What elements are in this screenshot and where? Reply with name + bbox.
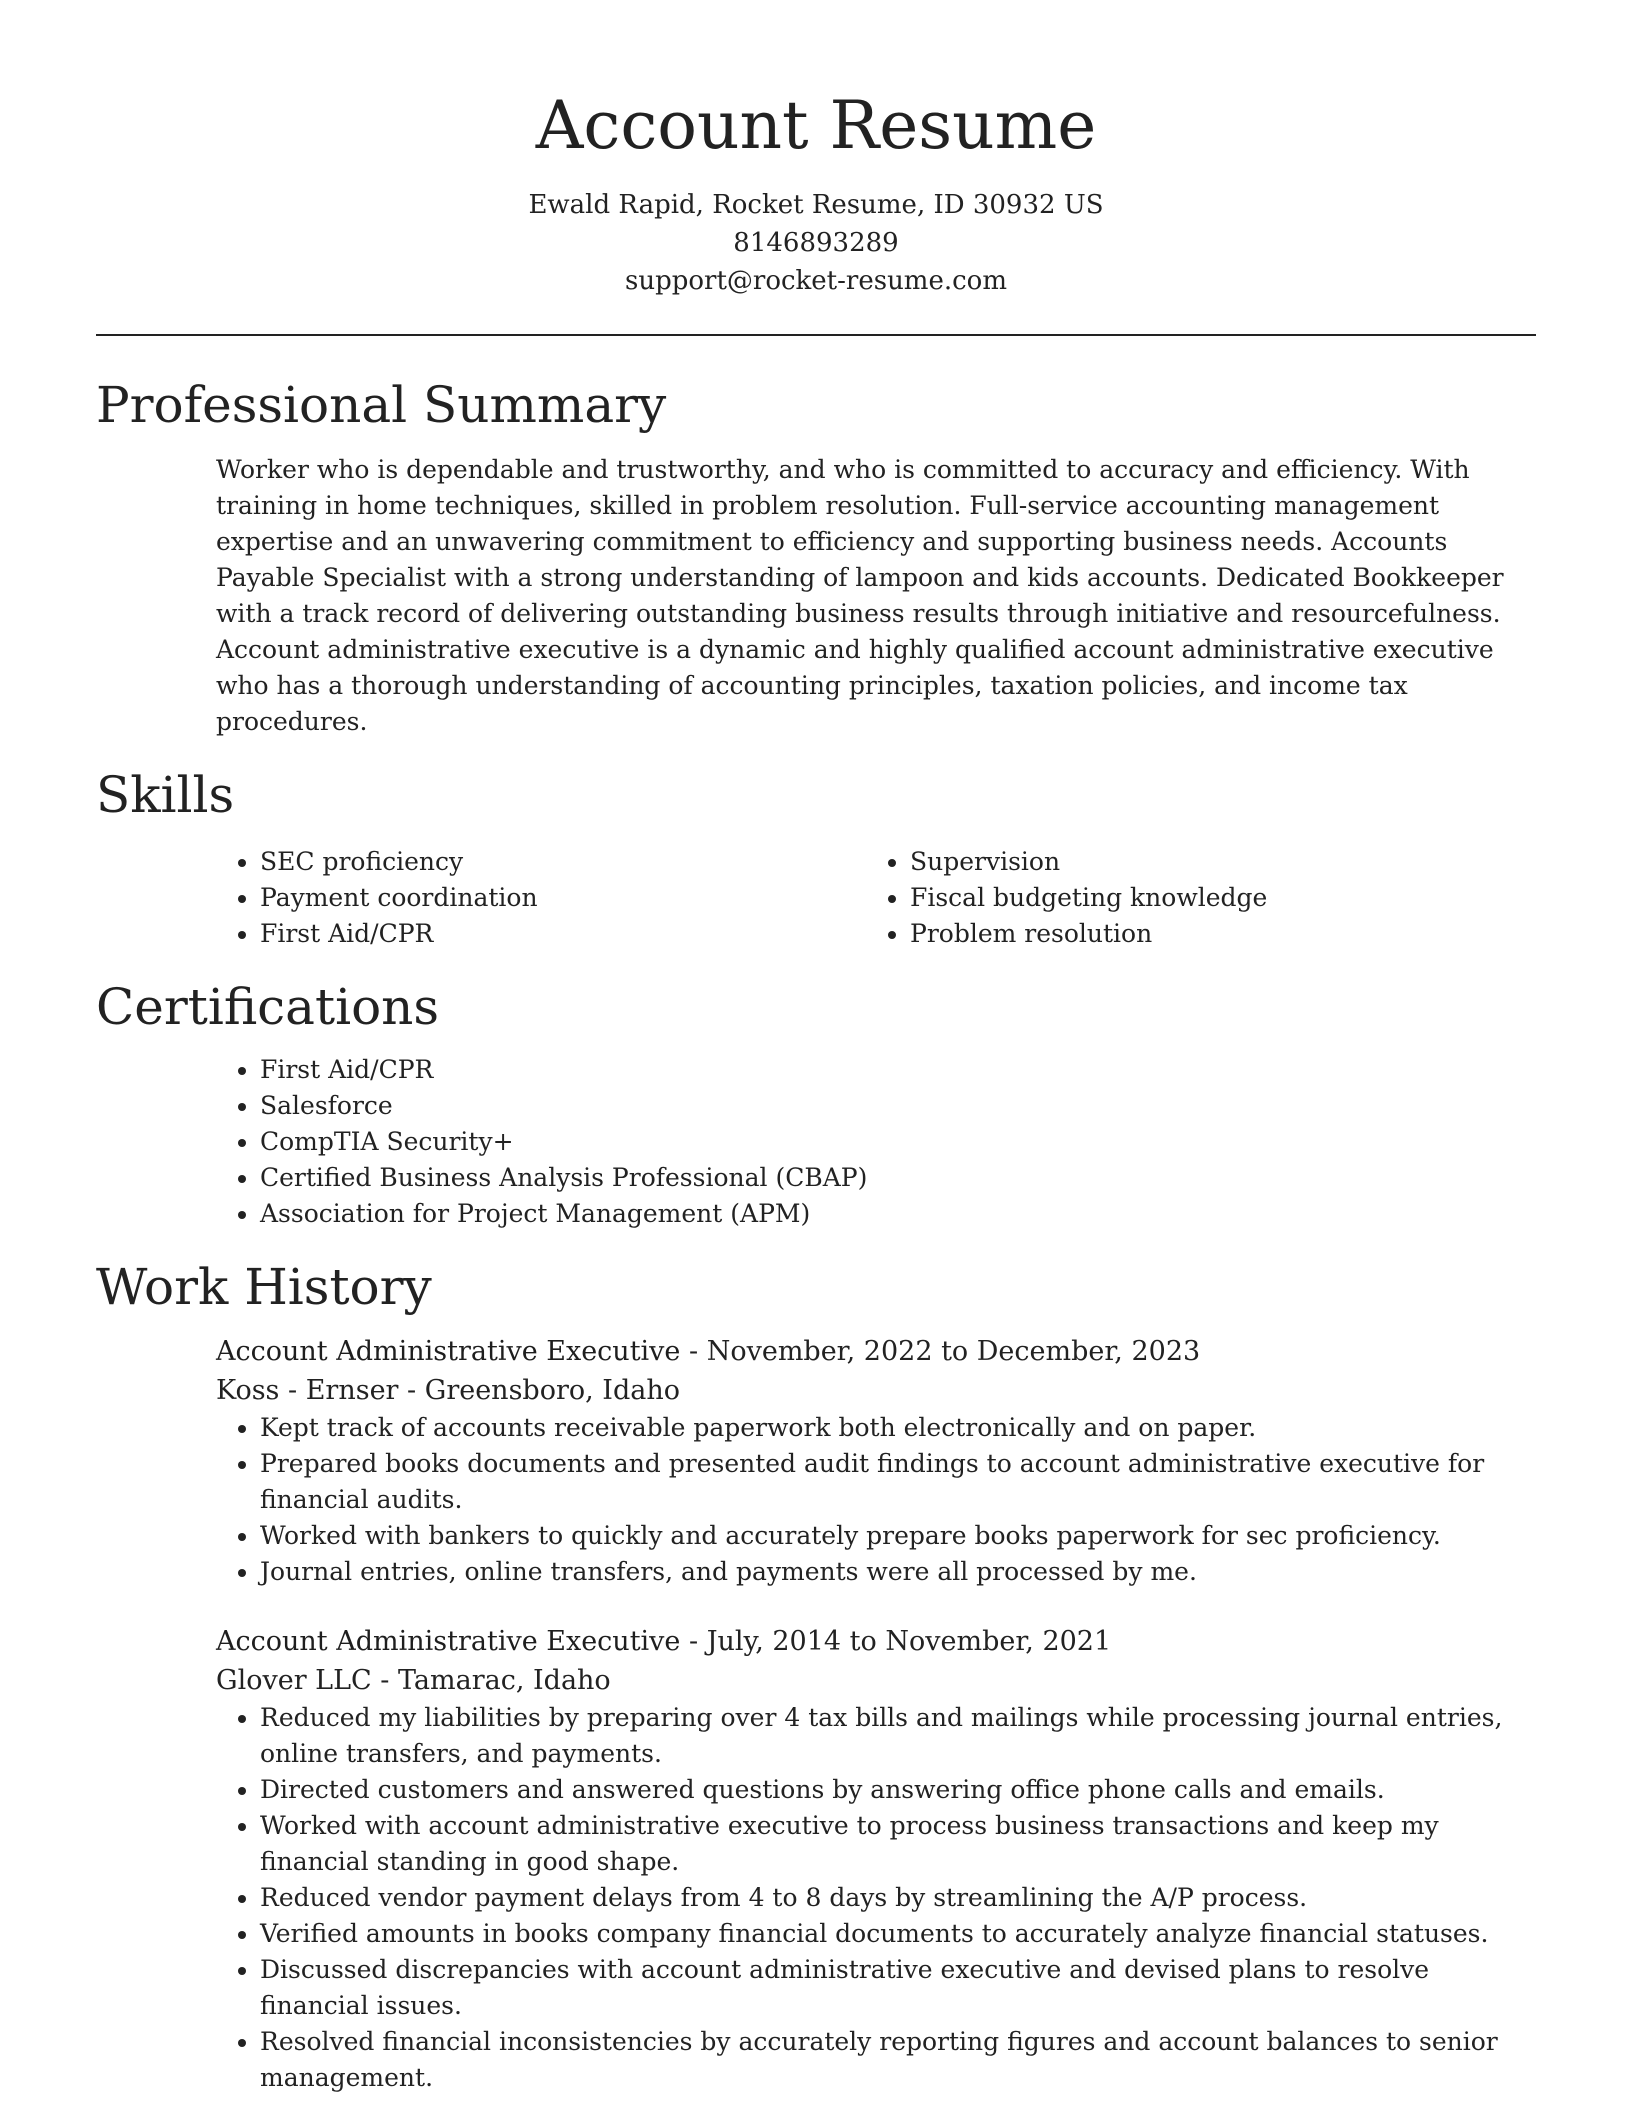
contact-block [96,186,1536,300]
job-dates: July, 2014 to November, 2021 [706,1626,1112,1657]
job-duty: • Worked with account administrative executive to process business transactions and keep my financial standing in good shape. [260,1808,1536,1880]
job-duty: • Resolved financial inconsistencies by accurately reporting figures and account balances to senior management. [260,2024,1536,2096]
resume-page [96,0,1536,2096]
skill-item: • SEC proficiency [260,844,866,880]
job-company-line: Koss - Ernser - Greensboro, Idaho [216,1375,680,1406]
skills-list-right [866,844,1516,952]
job-duty: • Verified amounts in books company financial documents to accurately analyze financial statuses. [260,1916,1536,1952]
certifications-heading: Certifications [96,978,440,1036]
resume-header [96,0,1536,300]
skill-item: • Payment coordination [260,880,866,916]
work-history-heading: Work History [96,1258,432,1316]
job-entry [216,1332,1536,1590]
skill-item: • Fiscal budgeting knowledge [910,880,1516,916]
skills-heading: Skills [96,766,235,824]
job-duty: • Reduced my liabilities by preparing over 4 tax bills and mailings while processing journal entries, online transfers, and payments. [260,1700,1536,1772]
skill-item: • Problem resolution [910,916,1516,952]
certifications-list [216,1052,1536,1232]
job-title-line: Account Administrative Executive - July, 2014 to November, 2021 [216,1626,1112,1657]
job-duty: • Kept track of accounts receivable paperwork both electronically and on paper. [260,1410,1536,1446]
certification-item: • Certified Business Analysis Professional (CBAP) [260,1160,1536,1196]
job-duty: • Prepared books documents and presented audit findings to account administrative executive for financial audits. [260,1446,1536,1518]
header-divider [96,334,1536,336]
certification-item: • Salesforce [260,1088,1536,1124]
skill-item: • First Aid/CPR [260,916,866,952]
skills-list-left [216,844,866,952]
contact-email: support@rocket-resume.com [624,266,1007,296]
job-title: Account Administrative Executive [216,1336,681,1367]
job-location: Greensboro, Idaho [424,1375,680,1406]
job-dates: November, 2022 to December, 2023 [706,1336,1201,1367]
skills-grid [216,844,1536,952]
job-duties-list [216,1700,1536,2096]
job-location: Tamarac, Idaho [398,1665,611,1696]
contact-address: Ewald Rapid, Rocket Resume, ID 30932 US [528,190,1104,220]
certification-item: • First Aid/CPR [260,1052,1536,1088]
certifications-block [216,1052,1536,1232]
job-duty: • Reduced vendor payment delays from 4 to 8 days by streamlining the A/P process. [260,1880,1536,1916]
job-duty: • Worked with bankers to quickly and accurately prepare books paperwork for sec proficiency. [260,1518,1536,1554]
contact-phone: 8146893289 [733,228,899,258]
summary-heading: Professional Summary [96,376,667,434]
summary-text: Worker who is dependable and trustworthy, and who is committed to accuracy and efficiency. With training in home techniques, skilled in problem resolution. Full-service accounting management expertise and an unwavering commitment to efficiency and supporting business needs. Accounts Payable Specialist with a strong understanding of lampoon and kids accounts. Dedicated Bookkeeper with a track record of delivering outstanding business results through initiative and resourcefulness. Account administrative executive is a dynamic and highly qualified account administrative executive who has a thorough understanding of accounting principles, taxation policies, and income tax procedures. [216,455,1504,736]
resume-title: Account Resume [535,87,1097,164]
job-company: Glover LLC [216,1665,372,1696]
job-duties-list [216,1410,1536,1590]
job-duty: • Journal entries, online transfers, and payments were all processed by me. [260,1554,1536,1590]
job-company-line: Glover LLC - Tamarac, Idaho [216,1665,611,1696]
certification-item: • CompTIA Security+ [260,1124,1536,1160]
certification-item: • Association for Project Management (APM) [260,1196,1536,1232]
job-duty: • Discussed discrepancies with account administrative executive and devised plans to resolve financial issues. [260,1952,1536,2024]
job-duty: • Directed customers and answered questions by answering office phone calls and emails. [260,1772,1536,1808]
skill-item: • Supervision [910,844,1516,880]
job-title: Account Administrative Executive [216,1626,681,1657]
job-company: Koss - Ernser [216,1375,399,1406]
job-title-line: Account Administrative Executive - November, 2022 to December, 2023 [216,1336,1201,1367]
job-entry [216,1622,1536,2096]
